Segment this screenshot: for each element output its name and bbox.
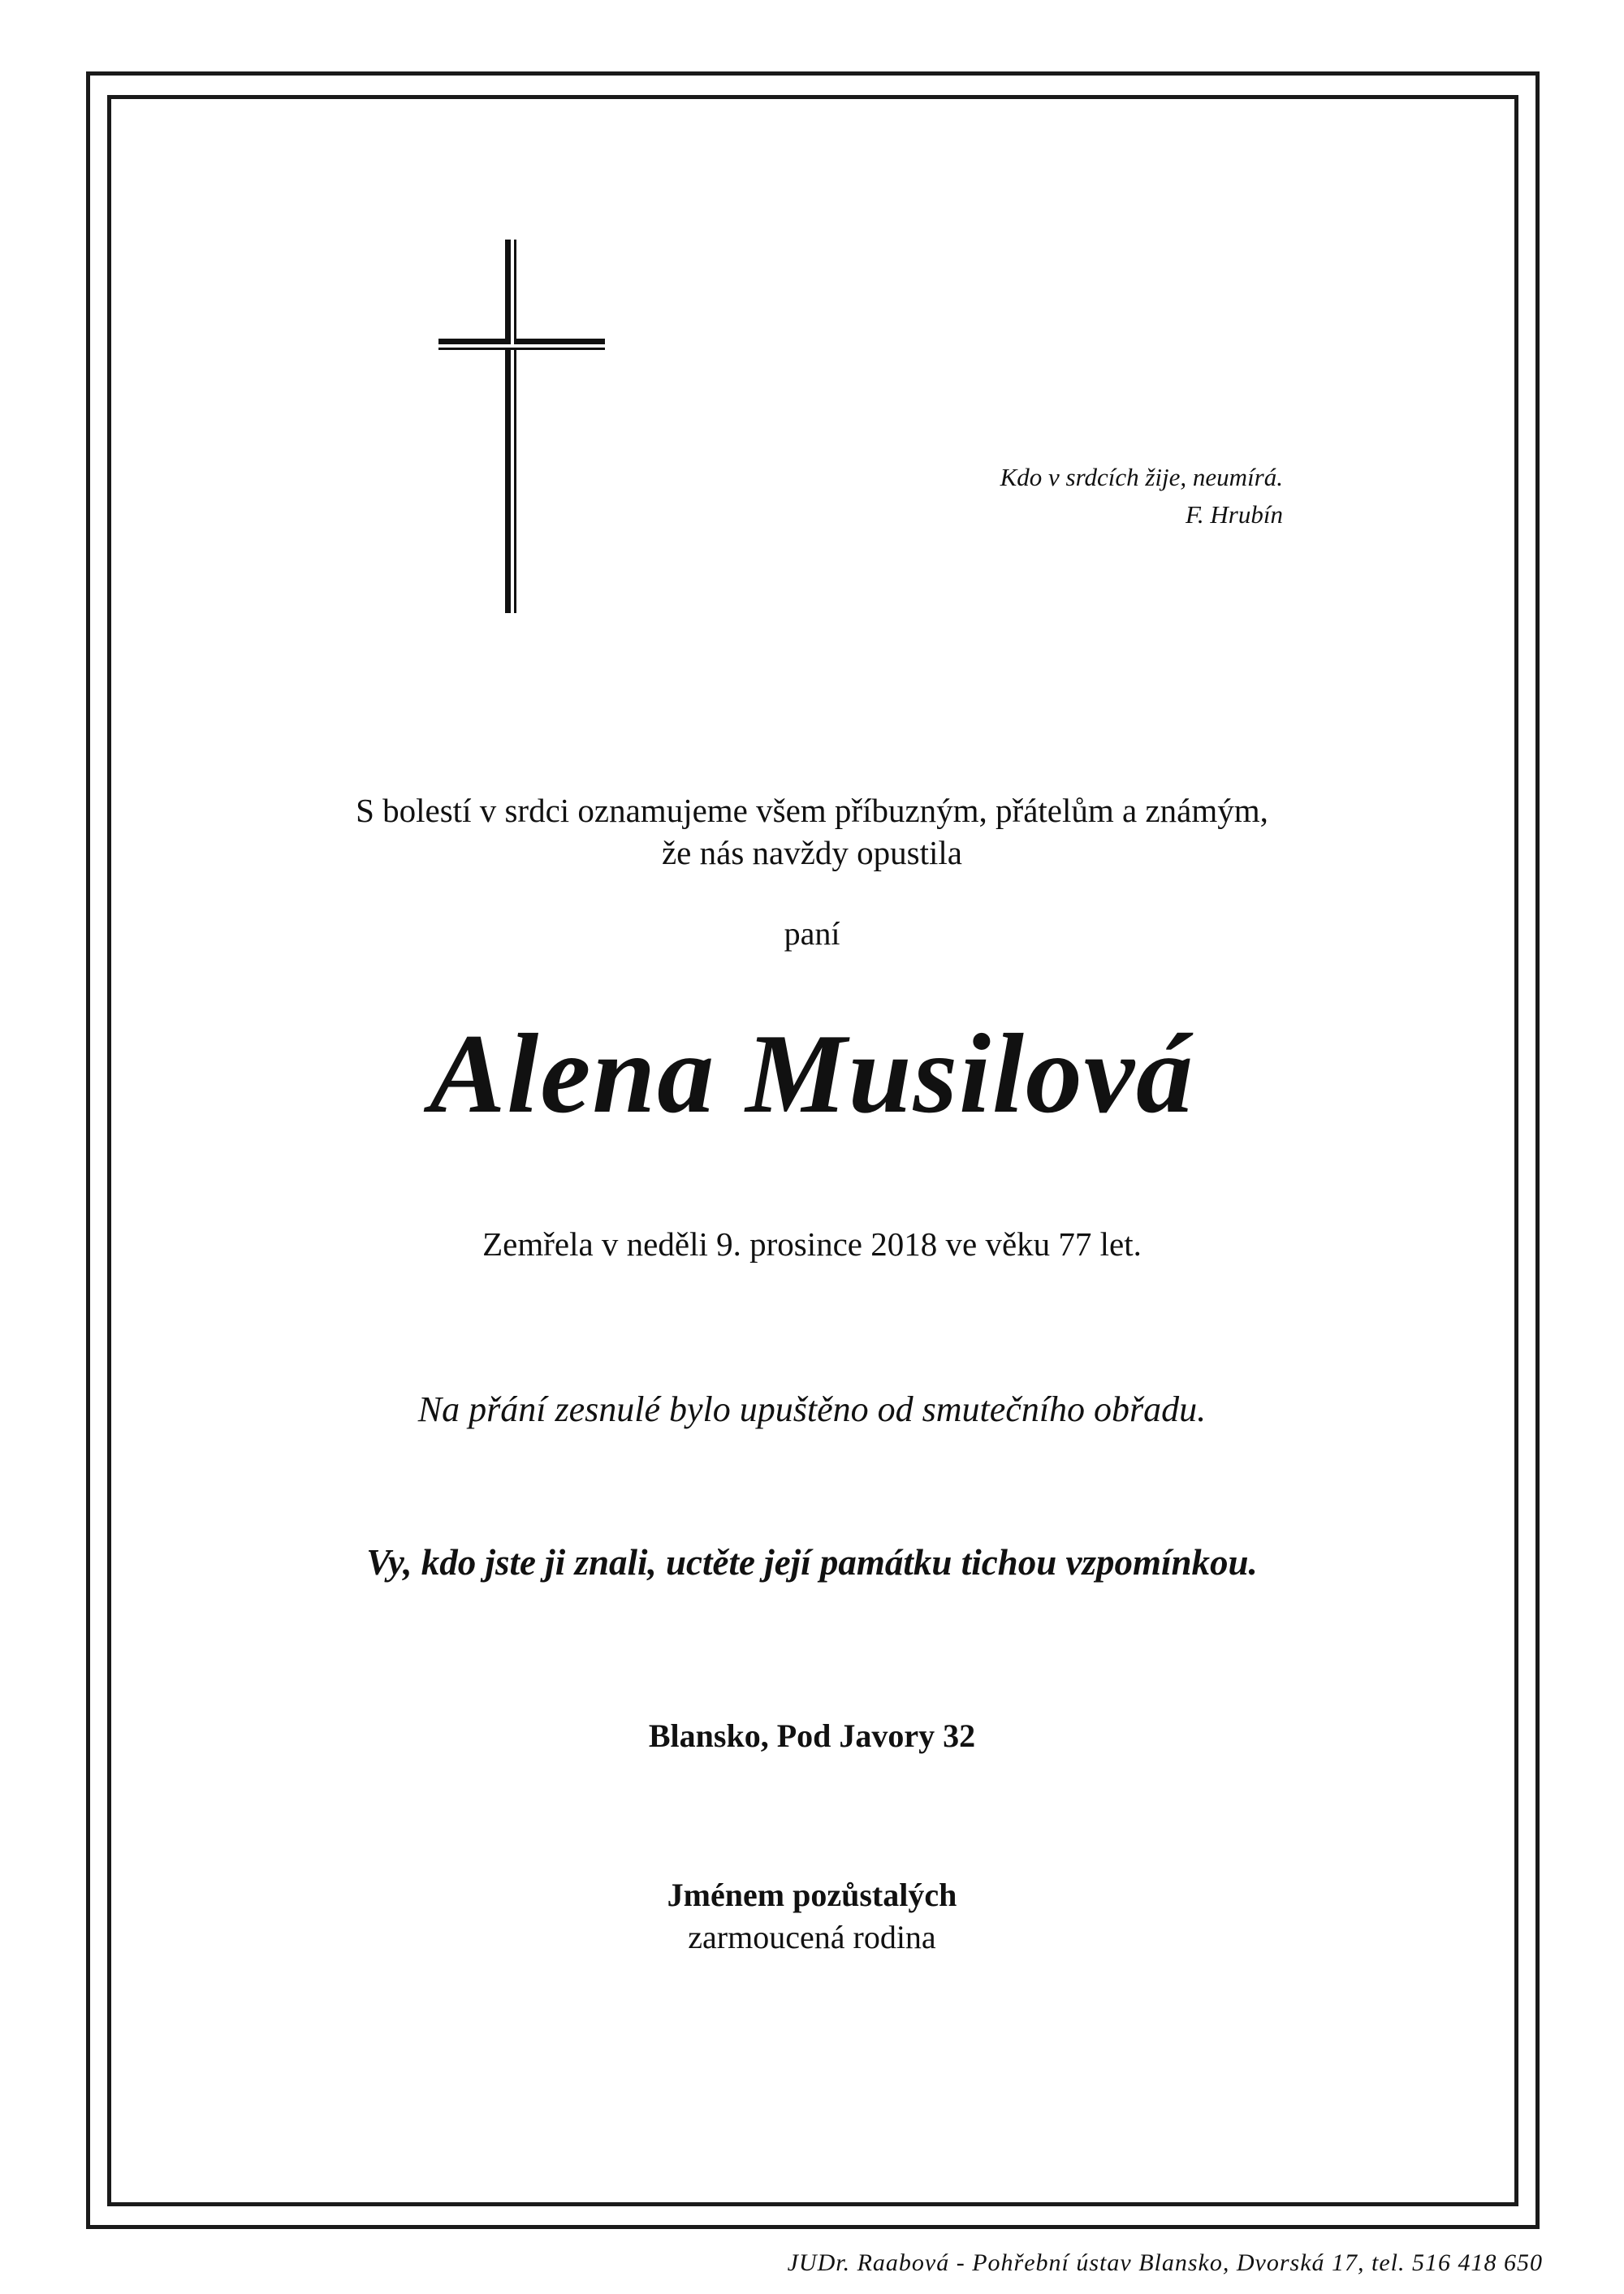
address: Blansko, Pod Javory 32	[648, 1717, 976, 1754]
remembrance-text: Vy, kdo jste ji znali, uctěte její památku tichou vzpomínkou.	[366, 1542, 1258, 1583]
quote-author: F. Hrubín	[1185, 500, 1283, 529]
quote	[1000, 459, 1283, 534]
announcement-line-2: že nás navždy opustila	[661, 834, 963, 871]
honorific: paní	[784, 915, 840, 952]
cross-icon	[438, 240, 605, 613]
quote-text: Kdo v srdcích žije, neumírá.	[1000, 463, 1283, 491]
deceased-name: Alena Musilová	[429, 1011, 1195, 1137]
signature-on-behalf: Jménem pozůstalých	[667, 1877, 957, 1913]
ceremony-note: Na přání zesnulé bylo upuštěno od smutečního obřadu.	[417, 1389, 1207, 1429]
footer-funeral-home: JUDr. Raabová - Pohřební ústav Blansko, Dvorská 17, tel. 516 418 650	[787, 2249, 1543, 2276]
signature-family: zarmoucená rodina	[688, 1919, 936, 1955]
announcement	[0, 789, 1624, 874]
death-notice: Zemřela v neděli 9. prosince 2018 ve věku 77 let.	[482, 1225, 1142, 1263]
announcement-line-1: S bolestí v srdci oznamujeme všem příbuzným, přátelům a známým,	[356, 792, 1268, 829]
